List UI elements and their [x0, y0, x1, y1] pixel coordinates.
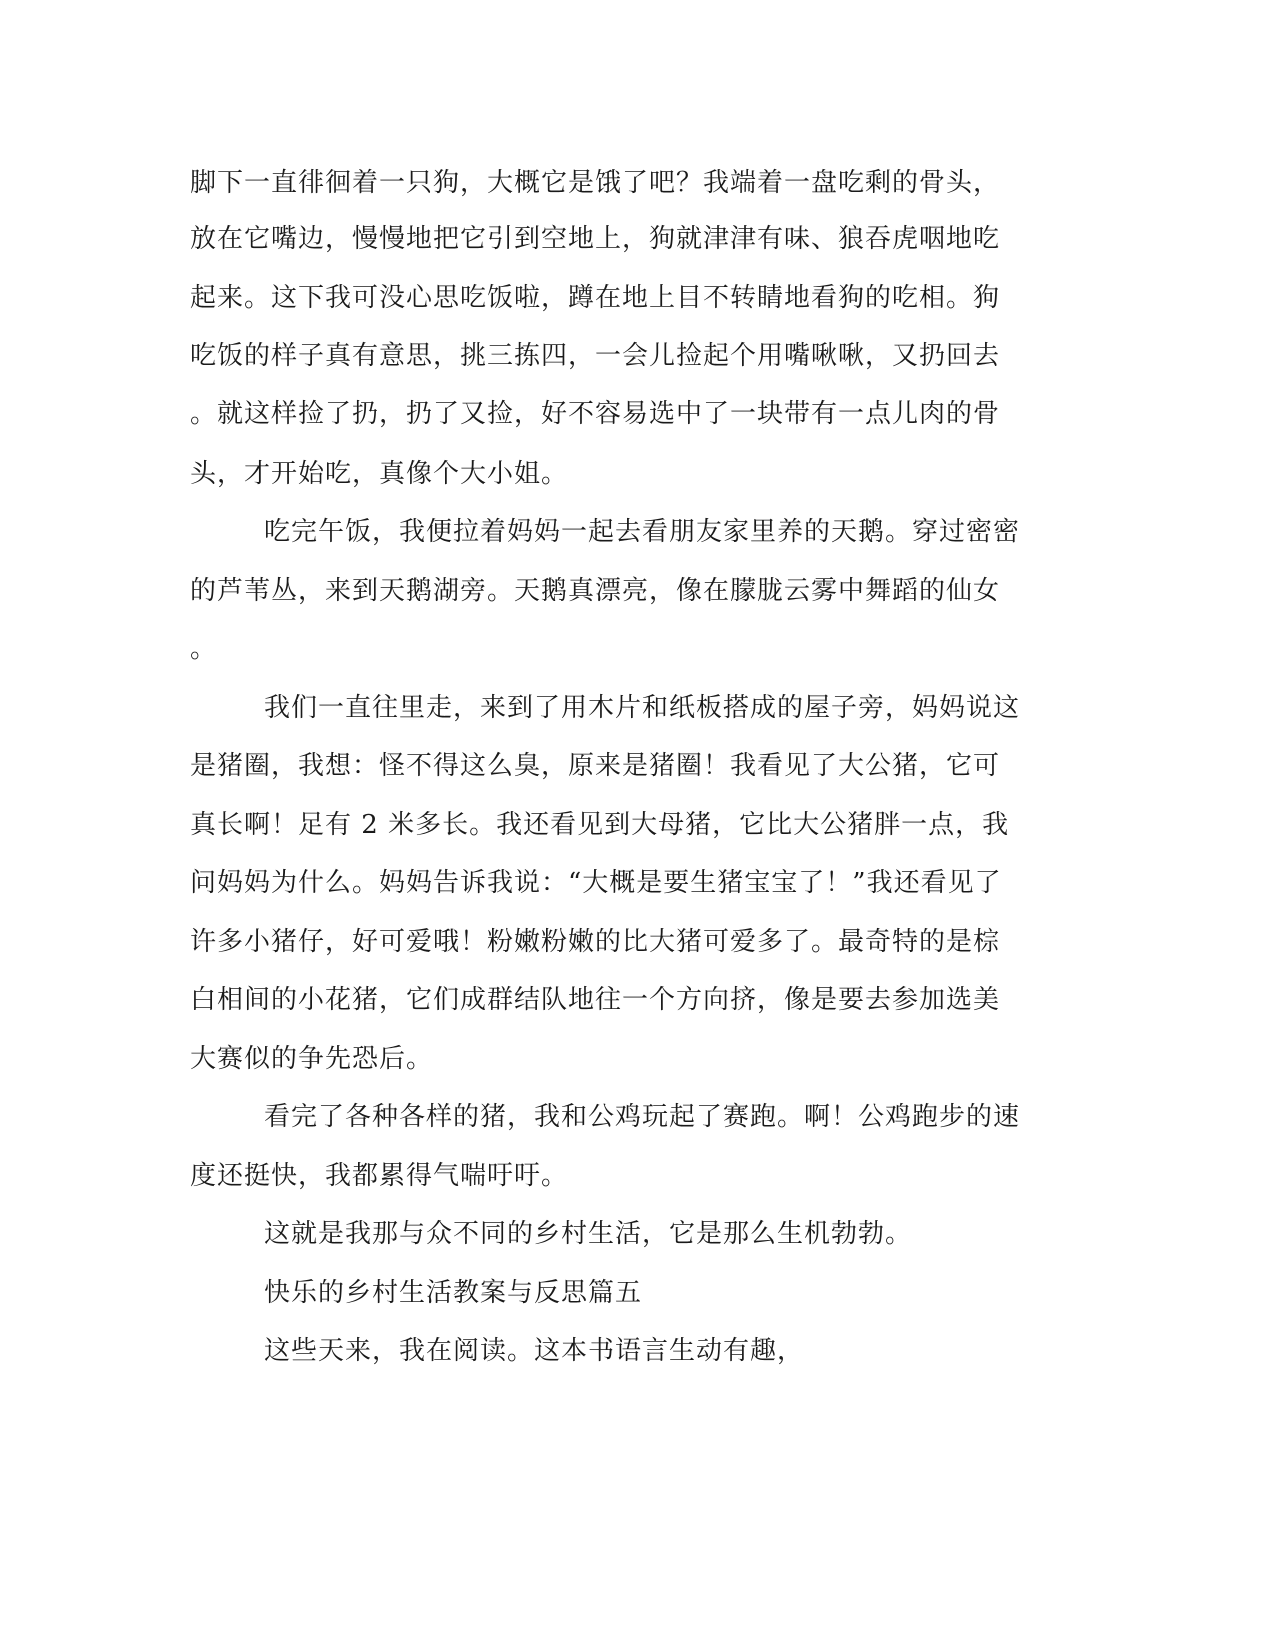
text-line: 脚下一直徘徊着一只狗，大概它是饿了吧？我端着一盘吃剩的骨头，	[190, 168, 1001, 198]
text-line: 度还挺快，我都累得气喘吁吁。	[190, 1161, 569, 1191]
text-line: 头，才开始吃，真像个大小姐。	[190, 459, 569, 489]
text-line: 是猪圈，我想：怪不得这么臭，原来是猪圈！我看见了大公猪，它可	[190, 751, 1001, 781]
paragraph-first-line: 吃完午饭，我便拉着妈妈一起去看朋友家里养的天鹅。穿过密密	[264, 517, 1021, 547]
text-line: 大赛似的争先恐后。	[190, 1044, 434, 1074]
text-line: 白相间的小花猪，它们成群结队地往一个方向挤，像是要去参加选美	[190, 985, 1001, 1015]
text-line: 的芦苇丛，来到天鹅湖旁。天鹅真漂亮，像在朦胧云雾中舞蹈的仙女	[190, 576, 1001, 606]
text-line: 问妈妈为什么。妈妈告诉我说：“大概是要生猪宝宝了！”我还看见了	[190, 868, 1002, 898]
paragraph-first-line: 看完了各种各样的猪，我和公鸡玩起了赛跑。啊！公鸡跑步的速	[264, 1102, 1021, 1132]
section-heading: 快乐的乡村生活教案与反思篇五	[264, 1278, 643, 1308]
text-line: 。	[190, 634, 218, 664]
text-line: 许多小猪仔，好可爱哦！粉嫩粉嫩的比大猪可爱多了。最奇特的是棕	[190, 927, 1001, 957]
text-line: 起来。这下我可没心思吃饭啦，蹲在地上目不转睛地看狗的吃相。狗	[190, 283, 1001, 313]
text-line: 放在它嘴边，慢慢地把它引到空地上，狗就津津有味、狼吞虎咽地吃	[190, 224, 1001, 254]
paragraph-first-line: 这就是我那与众不同的乡村生活，它是那么生机勃勃。	[264, 1219, 913, 1249]
text-line: 。就这样捡了扔，扔了又捡，好不容易选中了一块带有一点儿肉的骨	[190, 399, 1001, 429]
paragraph-first-line: 这些天来，我在阅读。这本书语言生动有趣，	[264, 1336, 805, 1366]
paragraph-first-line: 我们一直往里走，来到了用木片和纸板搭成的屋子旁，妈妈说这	[264, 693, 1021, 723]
text-line: 吃饭的样子真有意思，挑三拣四，一会儿捡起个用嘴啾啾，又扔回去	[190, 341, 1001, 371]
text-line: 真长啊！足有 2 米多长。我还看见到大母猪，它比大公猪胖一点，我	[190, 810, 1010, 840]
